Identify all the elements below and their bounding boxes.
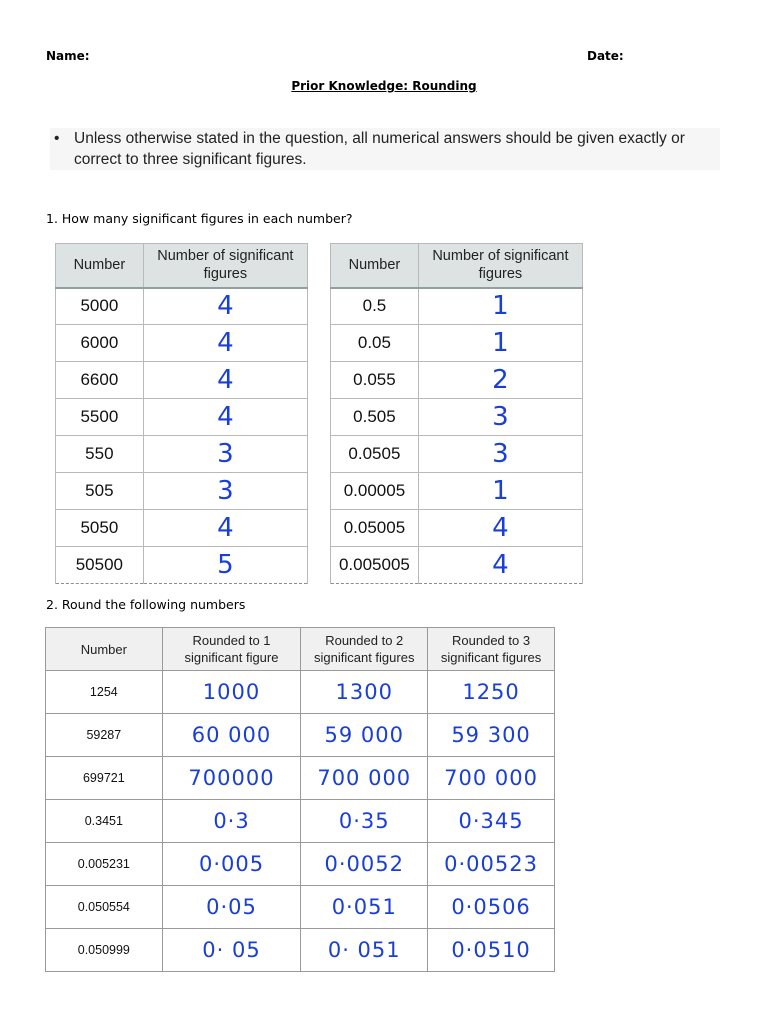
- table-row: [56, 362, 308, 399]
- answer-cell: 4: [143, 399, 307, 436]
- answer-cell: 4: [143, 325, 307, 362]
- number-cell: 0.505: [331, 399, 419, 436]
- number-cell: 699721: [46, 757, 163, 800]
- question-1-prompt: 1. How many significant figures in each number?: [46, 211, 353, 226]
- table-row: [46, 671, 555, 714]
- table-row: [56, 510, 308, 547]
- column-header-number: Number: [331, 244, 419, 288]
- number-cell: 5050: [56, 510, 144, 547]
- number-cell: 0.055: [331, 362, 419, 399]
- column-header-number: Number: [46, 628, 163, 671]
- answer-cell: 700 000: [301, 757, 428, 800]
- sig-figs-table-left: [55, 243, 308, 584]
- table-row: [46, 886, 555, 929]
- number-cell: 0.0505: [331, 436, 419, 473]
- answer-cell: 59 300: [428, 714, 555, 757]
- answer-cell: 0·00523: [428, 843, 555, 886]
- answer-cell: 0·0506: [428, 886, 555, 929]
- number-cell: 0.05005: [331, 510, 419, 547]
- number-cell: 0.005231: [46, 843, 163, 886]
- question-2-prompt: 2. Round the following numbers: [46, 597, 246, 612]
- answer-cell: 0·35: [301, 800, 428, 843]
- table-row: [46, 929, 555, 972]
- table-row: [46, 757, 555, 800]
- answer-cell: 2: [418, 362, 582, 399]
- answer-cell: 0· 051: [301, 929, 428, 972]
- answer-cell: 4: [143, 510, 307, 547]
- answer-cell: 59 000: [301, 714, 428, 757]
- number-cell: 0.050999: [46, 929, 163, 972]
- table-row: [56, 325, 308, 362]
- answer-cell: 0·0052: [301, 843, 428, 886]
- answer-cell: 0·05: [162, 886, 301, 929]
- date-label: Date:: [587, 49, 624, 63]
- number-cell: 59287: [46, 714, 163, 757]
- sig-figs-table-right: [330, 243, 583, 584]
- answer-cell: 3: [143, 436, 307, 473]
- answer-cell: 700 000: [428, 757, 555, 800]
- number-cell: 0.05: [331, 325, 419, 362]
- answer-cell: 4: [418, 547, 582, 584]
- answer-cell: 4: [143, 362, 307, 399]
- table-row: [331, 399, 583, 436]
- answer-cell: 1: [418, 288, 582, 325]
- answer-cell: 4: [143, 288, 307, 325]
- number-cell: 550: [56, 436, 144, 473]
- number-cell: 50500: [56, 547, 144, 584]
- answer-cell: 3: [143, 473, 307, 510]
- column-header-sig-figs: Number of significant figures: [418, 244, 582, 288]
- table-row: [331, 436, 583, 473]
- answer-cell: 3: [418, 436, 582, 473]
- answer-cell: 5: [143, 547, 307, 584]
- answer-cell: 0·0510: [428, 929, 555, 972]
- table-row: [331, 288, 583, 325]
- rounding-table: [45, 627, 555, 972]
- answer-cell: 1000: [162, 671, 301, 714]
- table-row: [56, 436, 308, 473]
- instruction-note: [50, 128, 720, 170]
- answer-cell: 60 000: [162, 714, 301, 757]
- number-cell: 0.00005: [331, 473, 419, 510]
- table-row: [56, 473, 308, 510]
- answer-cell: 4: [418, 510, 582, 547]
- answer-cell: 1: [418, 473, 582, 510]
- answer-cell: 0·345: [428, 800, 555, 843]
- number-cell: 0.005005: [331, 547, 419, 584]
- number-cell: 505: [56, 473, 144, 510]
- answer-cell: 700000: [162, 757, 301, 800]
- table-row: [56, 547, 308, 584]
- table-row: [46, 843, 555, 886]
- instruction-text: Unless otherwise stated in the question, all numerical answers should be given exactly or correct to three significant figures.: [74, 130, 685, 168]
- number-cell: 0.3451: [46, 800, 163, 843]
- page-title: Prior Knowledge: Rounding: [291, 79, 477, 93]
- column-header-sig-figs: Number of significant figures: [143, 244, 307, 288]
- table-row: [331, 473, 583, 510]
- table-row: [331, 325, 583, 362]
- table-row: [331, 510, 583, 547]
- table-row: [56, 399, 308, 436]
- table-row: [331, 547, 583, 584]
- answer-cell: 0·3: [162, 800, 301, 843]
- answer-cell: 0·051: [301, 886, 428, 929]
- answer-cell: 1250: [428, 671, 555, 714]
- number-cell: 5000: [56, 288, 144, 325]
- table-row: [56, 288, 308, 325]
- bullet-icon: •: [54, 130, 60, 147]
- name-label: Name:: [46, 49, 90, 63]
- number-cell: 1254: [46, 671, 163, 714]
- number-cell: 6000: [56, 325, 144, 362]
- column-header-number: Number: [56, 244, 144, 288]
- table-row: [46, 800, 555, 843]
- column-header-1sf: Rounded to 1 significant figure: [162, 628, 301, 671]
- number-cell: 6600: [56, 362, 144, 399]
- answer-cell: 1: [418, 325, 582, 362]
- column-header-3sf: Rounded to 3 significant figures: [428, 628, 555, 671]
- table-row: [46, 714, 555, 757]
- table-row: [331, 362, 583, 399]
- number-cell: 0.050554: [46, 886, 163, 929]
- number-cell: 0.5: [331, 288, 419, 325]
- answer-cell: 0·005: [162, 843, 301, 886]
- answer-cell: 0· 05: [162, 929, 301, 972]
- column-header-2sf: Rounded to 2 significant figures: [301, 628, 428, 671]
- answer-cell: 1300: [301, 671, 428, 714]
- answer-cell: 3: [418, 399, 582, 436]
- number-cell: 5500: [56, 399, 144, 436]
